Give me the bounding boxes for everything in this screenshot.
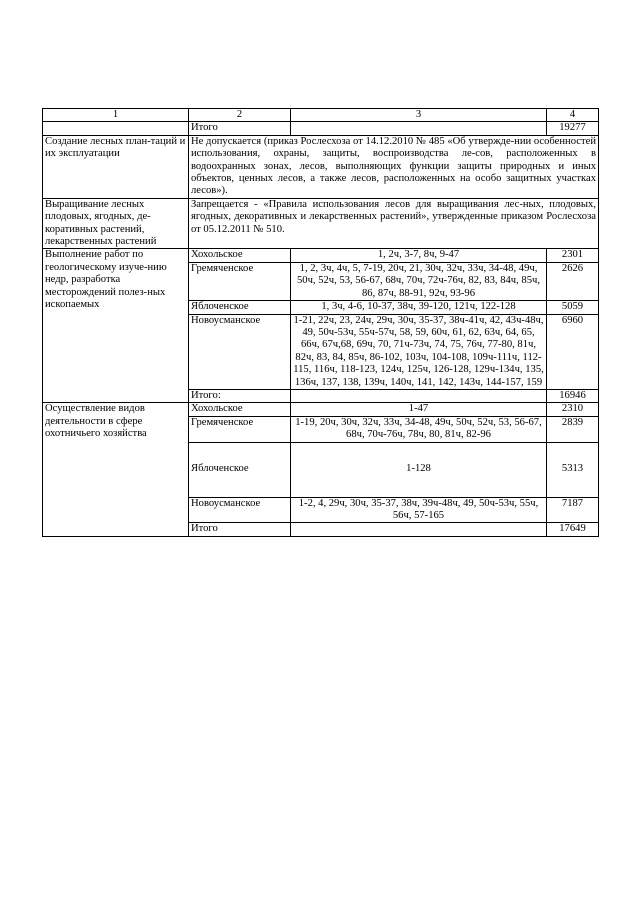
restriction-cell: Не допускается (приказ Рослесхоза от 14.12.2010 № 485 «Об утвержде-нии особенностей использования, охраны, защиты, воспроизводства ле-сов, расположенных в водоохранных зонах, лесов, выполняющих функции защиты природных и иных объектов, ценных лесов, а также лесов, расположенных на особо защитных участках лесов»).	[189, 135, 599, 198]
activity-cell: Выращивание лесных плодовых, ягодных, де-коративных растений, лекарственных растений	[43, 198, 189, 249]
area-cell: 2839	[547, 416, 599, 442]
table-row	[43, 198, 599, 249]
column-number: 2	[189, 109, 291, 122]
area-cell: 6960	[547, 314, 599, 389]
forestry-cell: Хохольское	[189, 249, 291, 262]
area-cell: 19277	[547, 122, 599, 135]
forestry-cell: Новоусманское	[189, 314, 291, 389]
table-row	[43, 403, 599, 416]
area-cell: 7187	[547, 497, 599, 523]
quarters-cell	[291, 523, 547, 536]
quarters-cell: 1-19, 20ч, 30ч, 32ч, 33ч, 34-48, 49ч, 50ч, 52ч, 53, 56-67, 68ч, 70ч-76ч, 78ч, 80, 81ч, 82-96	[291, 416, 547, 442]
quarters-cell: 1-21, 22ч, 23, 24ч, 29ч, 30ч, 35-37, 38ч-41ч, 42, 43ч-48ч, 49, 50ч-53ч, 55ч-57ч, 58, 59, 60ч, 61, 62, 63ч, 64, 65, 66ч, 67ч,68, 69ч, 70, 71ч-73ч, 74, 75, 76ч, 77-80, 81ч, 82ч, 83, 84, 85ч, 86-102, 103ч, 104-108, 109ч-111ч, 112-115, 116ч, 118-123, 124ч, 125ч, 126-128, 129ч-134ч, 135, 136ч, 137, 138, 139ч, 140ч, 141, 142, 143ч, 144-157, 159	[291, 314, 547, 389]
table-row	[43, 135, 599, 198]
quarters-cell: 1-128	[291, 442, 547, 497]
forestry-cell: Хохольское	[189, 403, 291, 416]
column-number: 1	[43, 109, 189, 122]
forestry-cell: Гремяченское	[189, 416, 291, 442]
total-value: 17649	[547, 523, 599, 536]
quarters-cell: 1, 3ч, 4-6, 10-37, 38ч, 39-120, 121ч, 122-128	[291, 301, 547, 314]
area-cell: 2310	[547, 403, 599, 416]
forest-use-table	[42, 108, 599, 537]
total-label: Итого:	[189, 389, 291, 402]
forestry-cell: Яблоченское	[189, 442, 291, 497]
column-number: 3	[291, 109, 547, 122]
quarters-cell	[291, 122, 547, 135]
forestry-cell: Гремяченское	[189, 262, 291, 300]
activity-cell: Выполнение работ по геологическому изуче-нию недр, разработка месторождений полез-ных ископаемых	[43, 249, 189, 403]
quarters-cell: 1-47	[291, 403, 547, 416]
area-cell: 5059	[547, 301, 599, 314]
column-number: 4	[547, 109, 599, 122]
area-cell: 5313	[547, 442, 599, 497]
column-number-row	[43, 109, 599, 122]
quarters-cell: 1, 2ч, 3-7, 8ч, 9-47	[291, 249, 547, 262]
forestry-cell: Итого	[189, 122, 291, 135]
table-row	[43, 122, 599, 135]
quarters-cell: 1, 2, 3ч, 4ч, 5, 7-19, 20ч, 21, 30ч, 32ч, 33ч, 34-48, 49ч, 50ч, 52ч, 53, 56-67, 68ч, 70ч, 72ч-76ч, 82, 83, 84ч, 85ч, 86, 87ч, 88-91, 92ч, 93-96	[291, 262, 547, 300]
area-cell: 2301	[547, 249, 599, 262]
quarters-cell	[291, 389, 547, 402]
activity-cell	[43, 122, 189, 135]
total-label: Итого	[189, 523, 291, 536]
table-row	[43, 249, 599, 262]
forestry-cell: Новоусманское	[189, 497, 291, 523]
area-cell: 2626	[547, 262, 599, 300]
activity-cell: Осуществление видов деятельности в сфере охотничьего хозяйства	[43, 403, 189, 536]
total-value: 16946	[547, 389, 599, 402]
quarters-cell: 1-2, 4, 29ч, 30ч, 35-37, 38ч, 39ч-48ч, 49, 50ч-53ч, 55ч, 56ч, 57-165	[291, 497, 547, 523]
forestry-cell: Яблоченское	[189, 301, 291, 314]
restriction-cell: Запрещается - «Правила использования лесов для выращивания лес-ных, плодовых, ягодных, декоративных и лекарственных растений», утвержденные приказом Рослесхоза от 05.12.2011 № 510.	[189, 198, 599, 249]
activity-cell: Создание лесных план-тaций и их эксплуатации	[43, 135, 189, 198]
